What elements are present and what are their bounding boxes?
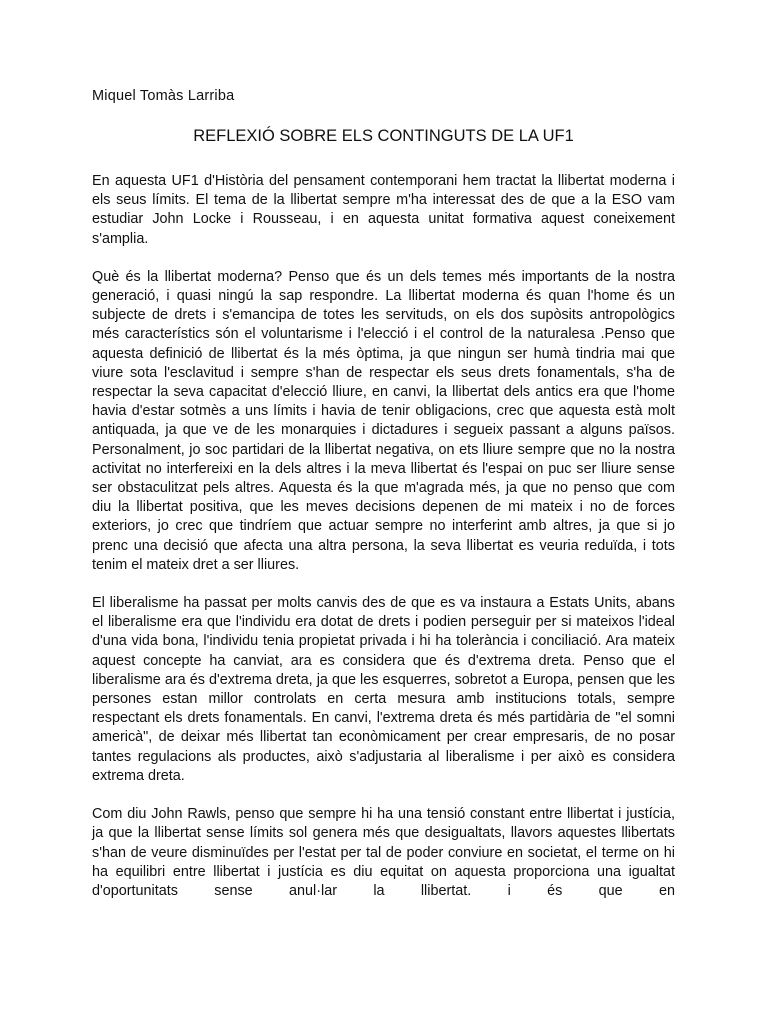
paragraph-introduction: En aquesta UF1 d'Història del pensament contemporani hem tractat la llibertat moderna i els seus límits. El tema de la llibertat sempre m'ha interessat des de que a la ESO vam estudiar John Locke i Rousseau, i en aquesta unitat formativa aquest coneixement s'amplia.	[92, 173, 675, 247]
document-body	[92, 172, 675, 920]
author-name: Miquel Tomàs Larriba	[92, 88, 235, 104]
paragraph-rawls: Com diu John Rawls, penso que sempre hi ha una tensió constant entre llibertat i justícia, ja que la llibertat sense límits sol genera més que desigualtats, llavors aquestes llibertats s'han de veure disminuïdes per l'estat per tal de poder conviure en societat, el terme on hi ha equilibri entre llibertat i justícia es diu equitat on aquesta proporciona una igualtat d'oportunitats sense anul·lar la llibertat. i és que en	[92, 806, 675, 899]
paragraph-liberalism: El liberalisme ha passat per molts canvis des de que es va instaura a Estats Units, abans el liberalisme era que l'individu era dotat de drets i podien perseguir per si mateixos l'ideal d'una vida bona, l'individu tenia propietat privada i hi ha tolerància i conciliació. Ara mateix aquest concepte ha canviat, ara es considera que és d'extrema dreta. Penso que el liberalisme ara és d'extrema dreta, ja que les esquerres, sobretot a Europa, pensen que les persones estan millor controlats en certa mesura amb institucions totals, sempre respectant els drets fonamentals. En canvi, l'extrema dreta és més partidària de "el somni americà", de deixar més llibertat tan econòmicament per crear empresaris, de no posar tantes regulacions als productes, això s'adjustaria al liberalisme i per això es considera extrema dreta.	[92, 595, 675, 784]
document-title: REFLEXIÓ SOBRE ELS CONTINGUTS DE LA UF1	[193, 127, 574, 145]
paragraph-modern-freedom: Què és la llibertat moderna? Penso que és un dels temes més importants de la nostra generació, i quasi ningú la sap respondre. La llibertat moderna és quan l'home és un subjecte de drets i s'emancipa de totes les servituds, on els dos supòsits antropològics més característics són el voluntarisme i l'elecció i el control de la naturalesa .Penso que aquesta definició de llibertat és la més òptima, ja que ningun ser humà tindria mai que viure sota l'esclavitud i sempre s'han de respectar els seus drets fonamentals, s'ha de respectar la seva capacitat d'elecció lliure, en canvi, la llibertat dels antics era que l'home havia d'estar sotmès a uns límits i havia de tenir obligacions, crec que aquesta està molt antiquada, ja que ve de les monarquies i dictadures i segueix passant a alguns països. Personalment, jo soc partidari de la llibertat negativa, on ets lliure sempre que no la nostra activitat no interfereixi en la dels altres i la meva llibertat és l'espai on puc ser lliure sense ser obstaculitzat pels altres. Aquesta és la que m'agrada més, ja que no penso que com diu la llibertat positiva, que les meves decisions depenen de mi mateix i no de forces exteriors, jo crec que tindríem que actuar sempre no interferint amb altres, ja que si jo prenc una decisió que afecta una altra persona, la seva llibertat es veuria reduïda, i tots tenim el mateix dret a ser lliures.	[92, 268, 675, 573]
